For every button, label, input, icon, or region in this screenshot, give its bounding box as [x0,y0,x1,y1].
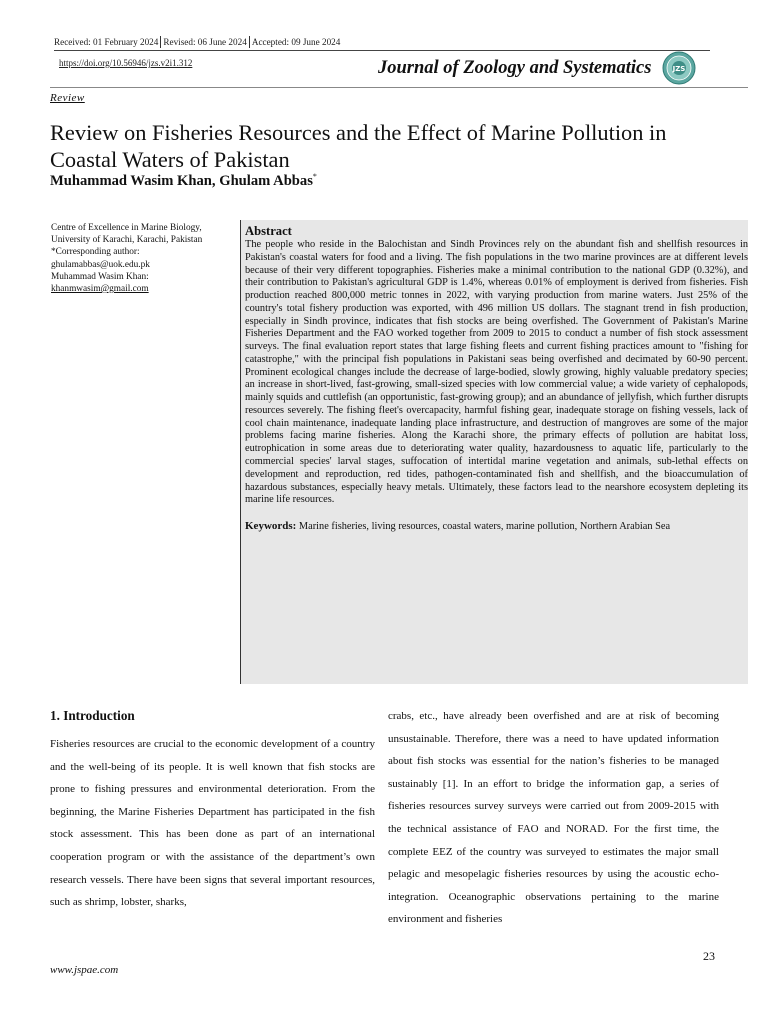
body-column-left: Fisheries resources are crucial to the economic development of a country and the well-being of its people. It is well known that fish stocks are prone to fishing pressures and environmental deterioration. From the beginning, the Marine Fisheries Department has participated in the fish stock assessment. This has been done as part of an international cooperation program or with the assistance of the department’s own research vessels. There have been signs that several important resources, such as shrimp, lobster, sharks, [50,738,375,909]
author-list [50,172,317,190]
corresponding-label: *Corresponding author: [51,247,140,258]
article-title: Review on Fisheries Resources and the Effect of Marine Pollution in Coastal Waters of Pakistan [50,120,667,172]
footer-url[interactable]: www.jspae.com [50,964,119,976]
dates-underline [54,50,710,51]
abstract-heading: Abstract [245,224,292,238]
logo-text: JZS [672,65,686,73]
article-category: Review [50,92,85,104]
divider [160,36,161,48]
journal-name: Journal of Zoology and Systematics [378,58,652,78]
keywords-label: Keywords: [245,520,297,533]
abstract-text: The people who reside in the Balochistan and Sindh Provinces rely on the abundant fish and shellfish resources in Pakistan's coastal waters for food and a living. The fish populations in the two marine provinces are at different levels because of their very different topographies. Fisheries make a minimal contribution to the national GDP (0.32%), and their contribution to Pakistan's agricultural GDP is 1.4%, whereas 0.01% of employment is derived from fisheries. Fish production reached 800,000 metric tonnes in 2022, with varying production from marine waters. Just 25% of the country's total fishery production was exported, with 496 million US dollars. The stagnant trend in fish production, especially in Sindh province, indicates that fish stocks are being overfished. The Government of Pakistan's Marine Fisheries Department and the FAO worked together from 2009 to 2015 to conduct a number of fish stock assessment surveys. The final evaluation report states that large fishing fleets and current fishing practices amount to "fishing for catastrophe," with the principal fish populations in Pakistani seas being overfished and decimated by 60-90 percent. Prominent ecological changes include the decrease of large-bodied, slowly growing, highly valuable predatory species; an increase in short-lived, fast-growing, small-sized species with low commercial value; a wide variety of cephalopods, mainly squids and cuttlefish (an opportunistic, fast-growing group); and an abundance of jellyfish, which further disrupts resources severely. The fishing fleet's overcapacity, harmful fishing gear, inadequate storage on fishing vessels, lack of cool chain maintenance, inadequate landing place infrastructure, and destruction of mangroves are some of the major problems facing marine fisheries. Along the Karachi shore, the primary effects of pollution are habitat loss, eutrophication in some areas due to deteriorating water quality, hazardousness to aquatic life, particularly to the commercial species' larval stages, suffocation of intertidal marine vegetation and animals, sub-lethal effects on development and reproduction, red tides, pathogen-contaminated fish and shellfish, and the bioaccumulation of hazardous substances, especially heavy metals. Ultimately, these factors lead to the nearshore ecosystem depleting its marine life resources. [245,239,748,506]
abstract-box [240,220,748,684]
header-rule [50,87,748,88]
corresponding-mark: * [312,172,317,181]
divider [249,36,250,48]
section-heading: 1. Introduction [50,708,135,723]
author-email[interactable]: khanmwasim@gmail.com [51,284,149,295]
page-number: 23 [703,949,715,963]
affiliation-line: Centre of Excellence in Marine Biology, [51,223,202,233]
body-column-right: crabs, etc., have already been overfished and are at risk of becoming unsustainable. Therefore, there was a need to have updated information about fish stocks was essential for the nation’s fisheries to be managed sustainably [1]. In an effort to bridge the information gap, a series of fisheries resources survey surveys were carried out from 2009-2015 with the technical assistance of FAO and NORAD. For the first time, the complete EEZ of the country was surveyed to estimates the major small pelagic and mesopelagic fisheries resources by using the acoustic echo-integration. Oceanographic observations pertaining to the marine environment and fisheries [388,710,719,926]
corresponding-email[interactable]: ghulamabbas@uok.edu.pk [51,259,150,270]
accepted-date: Accepted: 09 June 2024 [251,37,341,47]
keywords [245,520,748,534]
authors-text: Muhammad Wasim Khan, Ghulam Abbas [50,172,313,189]
affiliation-line: University of Karachi, Karachi, Pakistan [51,235,203,246]
received-date: Received: 01 February 2024 [54,37,159,47]
doi-link[interactable]: https://doi.org/10.56946/jzs.v2i1.312 [59,58,193,68]
author-label: Muhammad Wasim Khan: [51,271,149,282]
manuscript-dates [54,36,340,48]
keywords-text: Marine fisheries, living resources, coastal waters, marine pollution, Northern Arabian Sea [298,521,671,533]
journal-logo-icon [662,51,696,85]
affiliation-block [51,222,237,295]
revised-date: Revised: 06 June 2024 [163,37,247,47]
